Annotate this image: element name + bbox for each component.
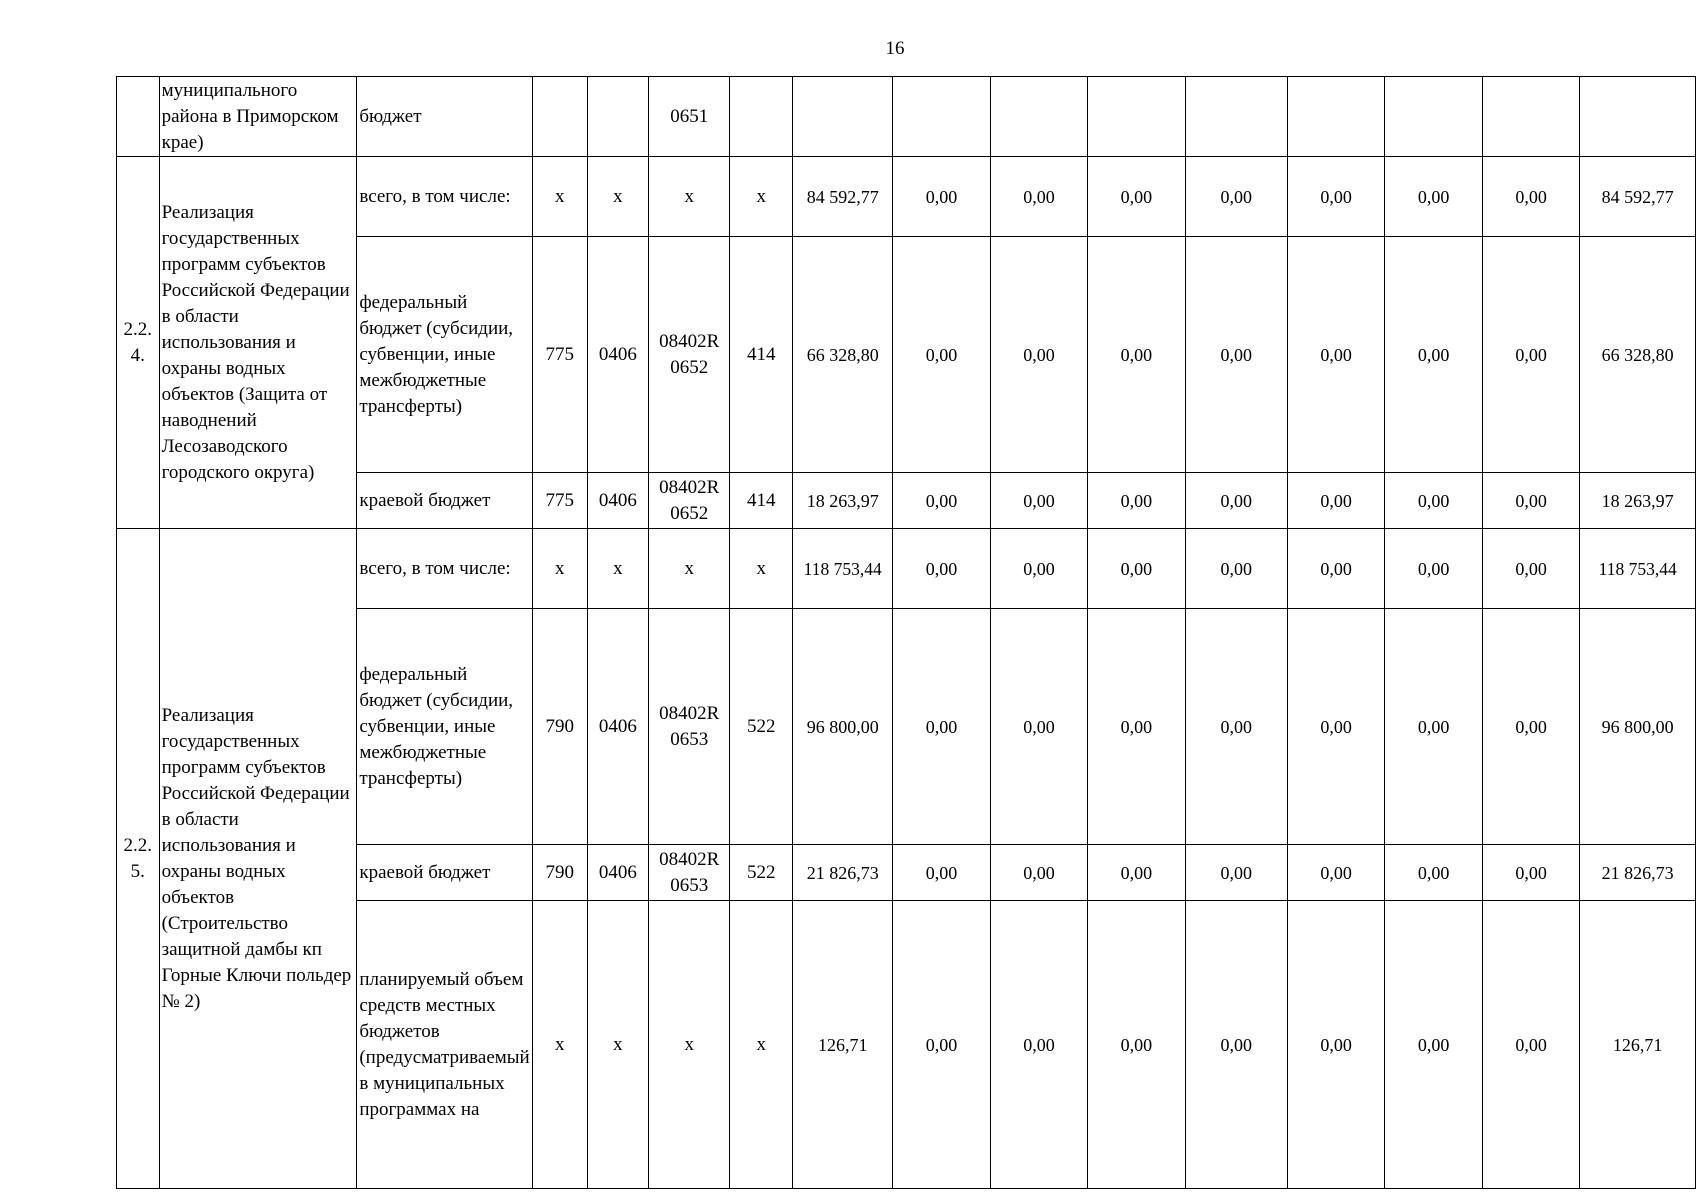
- amount-cell: 0,00: [893, 529, 990, 609]
- amount-cell: 0,00: [990, 529, 1087, 609]
- rzpr-cell: [587, 77, 648, 157]
- amount-cell: 0,00: [1385, 473, 1482, 529]
- total-cell: 66 328,80: [1580, 237, 1696, 473]
- funding-source-cell: бюджет: [357, 77, 532, 157]
- amount-cell: 0,00: [1385, 845, 1482, 901]
- amount-cell: 18 263,97: [793, 473, 893, 529]
- amount-cell: 0,00: [1185, 901, 1287, 1189]
- vr-cell: 522: [730, 609, 793, 845]
- grbs-cell: х: [532, 529, 587, 609]
- amount-cell: 0,00: [893, 237, 990, 473]
- amount-cell: 0,00: [893, 609, 990, 845]
- budget-table: [116, 76, 1696, 1189]
- amount-cell: 0,00: [1482, 473, 1579, 529]
- grbs-cell: 790: [532, 609, 587, 845]
- amount-cell: 0,00: [1287, 157, 1384, 237]
- amount-cell: 0,00: [1385, 529, 1482, 609]
- total-cell: 84 592,77: [1580, 157, 1696, 237]
- total-cell: 126,71: [1580, 901, 1696, 1189]
- amount-cell: [1385, 77, 1482, 157]
- amount-cell: 0,00: [1385, 901, 1482, 1189]
- amount-cell: 0,00: [1088, 901, 1185, 1189]
- amount-cell: 0,00: [1482, 901, 1579, 1189]
- vr-cell: х: [730, 901, 793, 1189]
- amount-cell: 0,00: [1287, 901, 1384, 1189]
- amount-cell: 21 826,73: [793, 845, 893, 901]
- amount-cell: 0,00: [990, 157, 1087, 237]
- row-index-cell: [117, 77, 160, 157]
- csr-cell: х: [649, 157, 730, 237]
- vr-cell: 414: [730, 237, 793, 473]
- total-cell: 18 263,97: [1580, 473, 1696, 529]
- amount-cell: 0,00: [990, 845, 1087, 901]
- rzpr-cell: 0406: [587, 237, 648, 473]
- amount-cell: 0,00: [990, 901, 1087, 1189]
- grbs-cell: 790: [532, 845, 587, 901]
- amount-cell: 0,00: [1287, 473, 1384, 529]
- amount-cell: 0,00: [1482, 609, 1579, 845]
- csr-cell: 08402R 0652: [649, 473, 730, 529]
- amount-cell: 0,00: [1185, 529, 1287, 609]
- rzpr-cell: 0406: [587, 845, 648, 901]
- amount-cell: [1185, 77, 1287, 157]
- vr-cell: х: [730, 529, 793, 609]
- amount-cell: 0,00: [1185, 609, 1287, 845]
- vr-cell: 522: [730, 845, 793, 901]
- amount-cell: 0,00: [1088, 473, 1185, 529]
- table-row: [117, 157, 1696, 237]
- amount-cell: 0,00: [1185, 845, 1287, 901]
- amount-cell: [1088, 77, 1185, 157]
- amount-cell: 0,00: [1185, 157, 1287, 237]
- amount-cell: 0,00: [893, 157, 990, 237]
- activity-name-cell: муниципального района в Приморском крае): [159, 77, 357, 157]
- amount-cell: 126,71: [793, 901, 893, 1189]
- total-cell: 21 826,73: [1580, 845, 1696, 901]
- amount-cell: 0,00: [1088, 609, 1185, 845]
- amount-cell: 66 328,80: [793, 237, 893, 473]
- vr-cell: х: [730, 157, 793, 237]
- row-index-cell: 2.2. 5.: [117, 529, 160, 1189]
- amount-cell: 0,00: [1482, 845, 1579, 901]
- amount-cell: 0,00: [990, 609, 1087, 845]
- csr-cell: 08402R 0653: [649, 609, 730, 845]
- funding-source-cell: всего, в том числе:: [357, 157, 532, 237]
- amount-cell: 0,00: [990, 473, 1087, 529]
- csr-cell: 0651: [649, 77, 730, 157]
- table-row: [117, 529, 1696, 609]
- amount-cell: [1482, 77, 1579, 157]
- page-number: 16: [885, 38, 905, 59]
- amount-cell: [793, 77, 893, 157]
- rzpr-cell: 0406: [587, 609, 648, 845]
- csr-cell: 08402R 0652: [649, 237, 730, 473]
- amount-cell: 0,00: [1482, 529, 1579, 609]
- rzpr-cell: 0406: [587, 473, 648, 529]
- amount-cell: 0,00: [1287, 845, 1384, 901]
- amount-cell: 0,00: [1088, 529, 1185, 609]
- amount-cell: 0,00: [893, 473, 990, 529]
- amount-cell: 84 592,77: [793, 157, 893, 237]
- grbs-cell: [532, 77, 587, 157]
- amount-cell: 0,00: [1088, 845, 1185, 901]
- funding-source-cell: федеральный бюджет (субсидии, субвенции, иные межбюджетные трансферты): [357, 237, 532, 473]
- amount-cell: 0,00: [1482, 157, 1579, 237]
- amount-cell: [893, 77, 990, 157]
- amount-cell: 118 753,44: [793, 529, 893, 609]
- total-cell: [1580, 77, 1696, 157]
- amount-cell: 0,00: [893, 845, 990, 901]
- rzpr-cell: х: [587, 529, 648, 609]
- activity-name-cell: Реализация государственных программ субъектов Российской Федерации в области использования и охраны водных объектов (Строительство защитной дамбы кп Горные Ключи польдер № 2): [159, 529, 357, 1189]
- csr-cell: х: [649, 529, 730, 609]
- csr-cell: 08402R 0653: [649, 845, 730, 901]
- amount-cell: [1287, 77, 1384, 157]
- grbs-cell: х: [532, 157, 587, 237]
- grbs-cell: х: [532, 901, 587, 1189]
- activity-name-cell: Реализация государственных программ субъектов Российской Федерации в области использования и охраны водных объектов (Защита от наводнений Лесозаводского городского округа): [159, 157, 357, 529]
- rzpr-cell: х: [587, 901, 648, 1189]
- amount-cell: 0,00: [1088, 157, 1185, 237]
- row-index-cell: 2.2. 4.: [117, 157, 160, 529]
- amount-cell: 0,00: [1385, 157, 1482, 237]
- funding-source-cell: федеральный бюджет (субсидии, субвенции, иные межбюджетные трансферты): [357, 609, 532, 845]
- amount-cell: 0,00: [1385, 237, 1482, 473]
- amount-cell: 0,00: [1287, 237, 1384, 473]
- funding-source-cell: краевой бюджет: [357, 473, 532, 529]
- amount-cell: 0,00: [1482, 237, 1579, 473]
- amount-cell: 0,00: [1287, 609, 1384, 845]
- amount-cell: 0,00: [1185, 237, 1287, 473]
- vr-cell: 414: [730, 473, 793, 529]
- grbs-cell: 775: [532, 473, 587, 529]
- total-cell: 118 753,44: [1580, 529, 1696, 609]
- csr-cell: х: [649, 901, 730, 1189]
- amount-cell: 0,00: [990, 237, 1087, 473]
- amount-cell: [990, 77, 1087, 157]
- funding-source-cell: планируемый объем средств местных бюджетов (предусматриваемый в муниципальных программах на: [357, 901, 532, 1189]
- amount-cell: 96 800,00: [793, 609, 893, 845]
- grbs-cell: 775: [532, 237, 587, 473]
- rzpr-cell: х: [587, 157, 648, 237]
- amount-cell: 0,00: [1088, 237, 1185, 473]
- amount-cell: 0,00: [1385, 609, 1482, 845]
- total-cell: 96 800,00: [1580, 609, 1696, 845]
- funding-source-cell: краевой бюджет: [357, 845, 532, 901]
- funding-source-cell: всего, в том числе:: [357, 529, 532, 609]
- amount-cell: 0,00: [893, 901, 990, 1189]
- amount-cell: 0,00: [1287, 529, 1384, 609]
- table-row: [117, 77, 1696, 157]
- amount-cell: 0,00: [1185, 473, 1287, 529]
- vr-cell: [730, 77, 793, 157]
